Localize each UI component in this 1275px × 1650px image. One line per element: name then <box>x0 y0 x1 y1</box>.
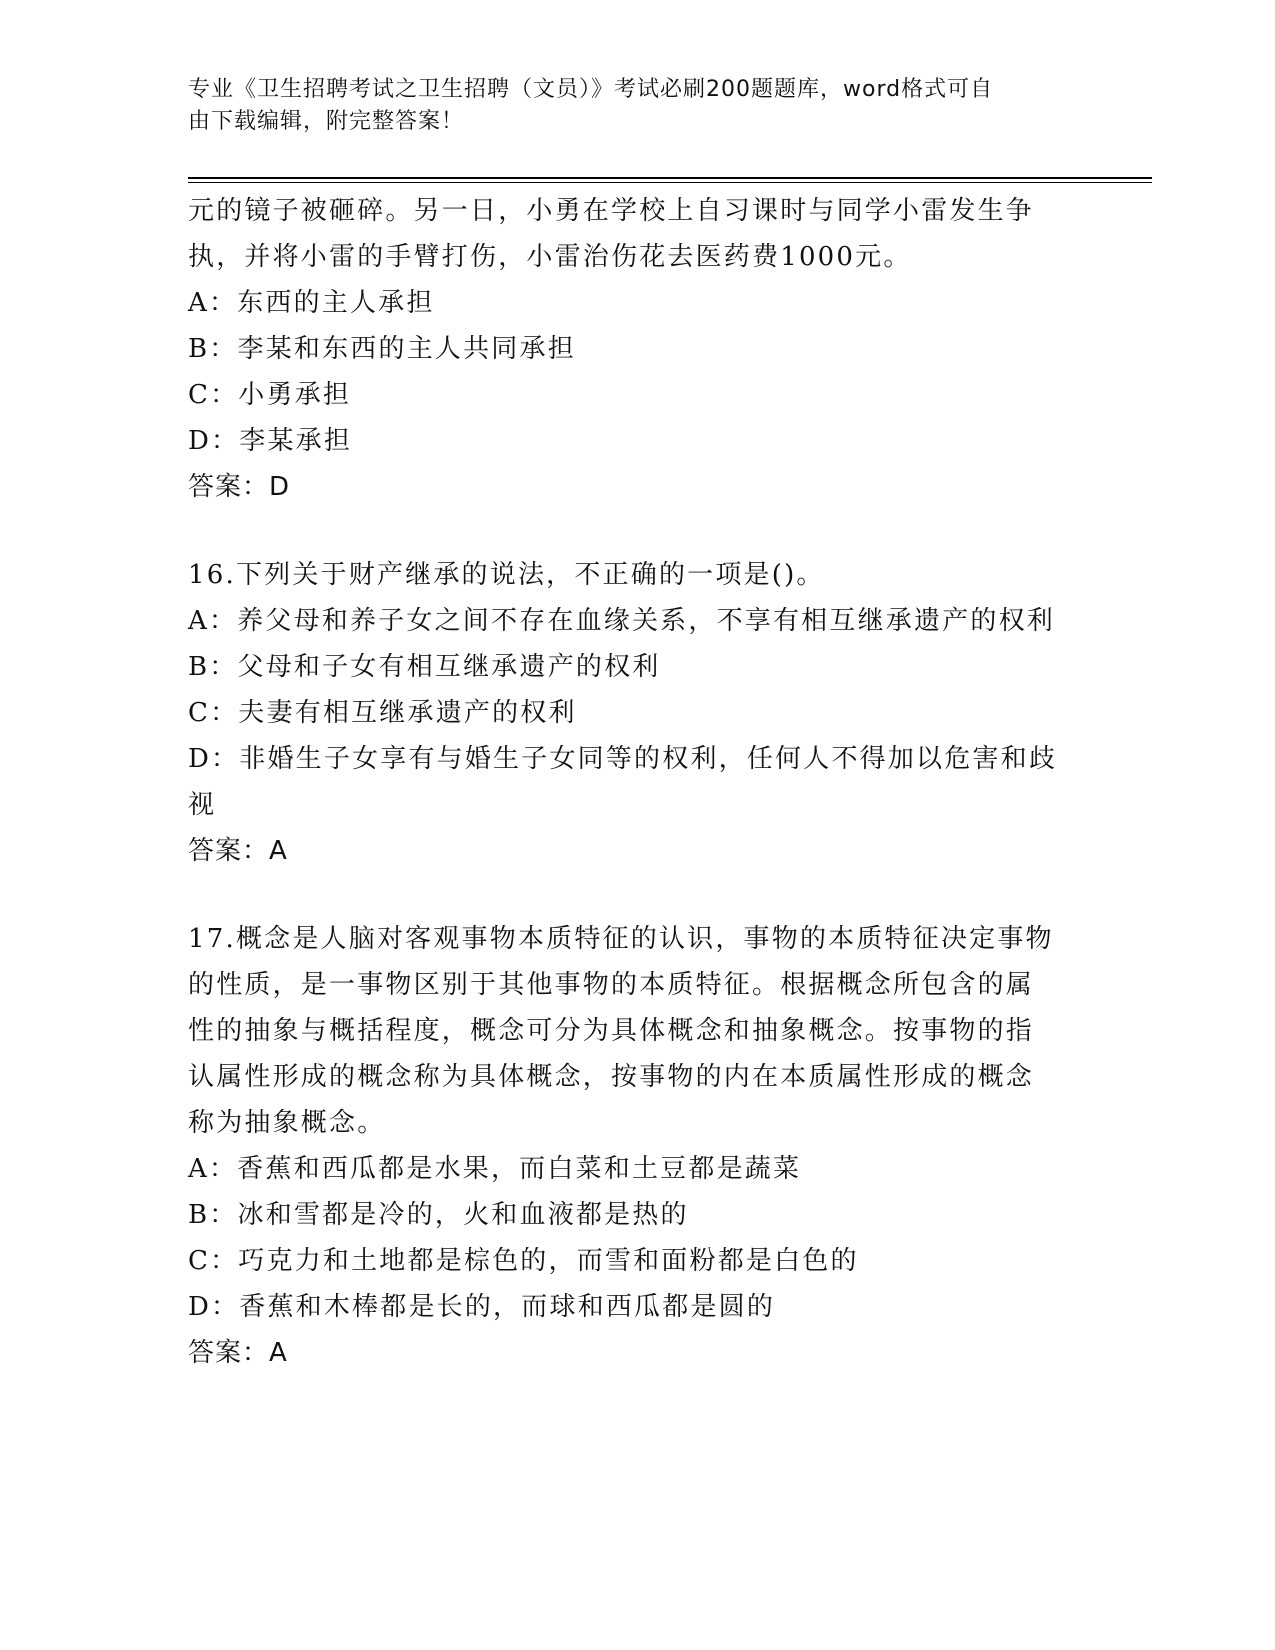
question-16 <box>188 552 1088 874</box>
question-stem-line: 执，并将小雷的手臂打伤，小雷治伤花去医药费1000元。 <box>188 242 912 272</box>
option-b: B：李某和东西的主人共同承担 <box>188 334 576 364</box>
option-d: D：李某承担 <box>188 426 353 456</box>
question-spacer <box>188 510 1088 552</box>
option-d: D：非婚生子女享有与婚生子女同等的权利，任何人不得加以危害和歧 <box>188 744 1058 774</box>
question-17 <box>188 916 1088 1376</box>
question-stem-line: 16.下列关于财产继承的说法，不正确的一项是()。 <box>188 560 825 590</box>
option-c: C：巧克力和土地都是棕色的，而雪和面粉都是白色的 <box>188 1246 859 1276</box>
option-a: A：香蕉和西瓜都是水果，而白菜和土豆都是蔬菜 <box>188 1154 802 1184</box>
question-stem-line: 性的抽象与概括程度，概念可分为具体概念和抽象概念。按事物的指 <box>188 1016 1035 1046</box>
question-stem-line: 称为抽象概念。 <box>188 1108 386 1138</box>
option-a: A：养父母和养子女之间不存在血缘关系，不享有相互继承遗产的权利 <box>188 606 1055 636</box>
option-b: B：父母和子女有相互继承遗产的权利 <box>188 652 661 682</box>
question-stem-line: 17.概念是人脑对客观事物本质特征的认识，事物的本质特征决定事物 <box>188 924 1054 954</box>
question-stem-line: 的性质，是一事物区别于其他事物的本质特征。根据概念所包含的属 <box>188 970 1035 1000</box>
header-line-1: 专业《卫生招聘考试之卫生招聘（文员）》考试必刷200题题库，word格式可自 <box>188 77 994 102</box>
question-stem-line: 认属性形成的概念称为具体概念，按事物的内在本质属性形成的概念 <box>188 1062 1035 1092</box>
option-d-continuation: 视 <box>188 790 217 820</box>
answer-line: 答案：A <box>188 836 288 866</box>
question-15 <box>188 188 1088 510</box>
header-divider-thick <box>188 177 1152 179</box>
answer-line: 答案：D <box>188 472 291 502</box>
header-line-2: 由下载编辑，附完整答案！ <box>188 109 465 134</box>
option-d: D：香蕉和木棒都是长的，而球和西瓜都是圆的 <box>188 1292 776 1322</box>
option-c: C：夫妻有相互继承遗产的权利 <box>188 698 577 728</box>
document-header <box>188 74 1068 138</box>
option-c: C：小勇承担 <box>188 380 352 410</box>
header-divider-thin <box>188 182 1152 183</box>
question-content <box>188 188 1088 1376</box>
answer-line: 答案：A <box>188 1338 288 1368</box>
option-a: A：东西的主人承担 <box>188 288 435 318</box>
question-spacer <box>188 874 1088 916</box>
question-stem-line: 元的镜子被砸碎。另一日，小勇在学校上自习课时与同学小雷发生争 <box>188 196 1035 226</box>
option-b: B：冰和雪都是冷的，火和血液都是热的 <box>188 1200 689 1230</box>
